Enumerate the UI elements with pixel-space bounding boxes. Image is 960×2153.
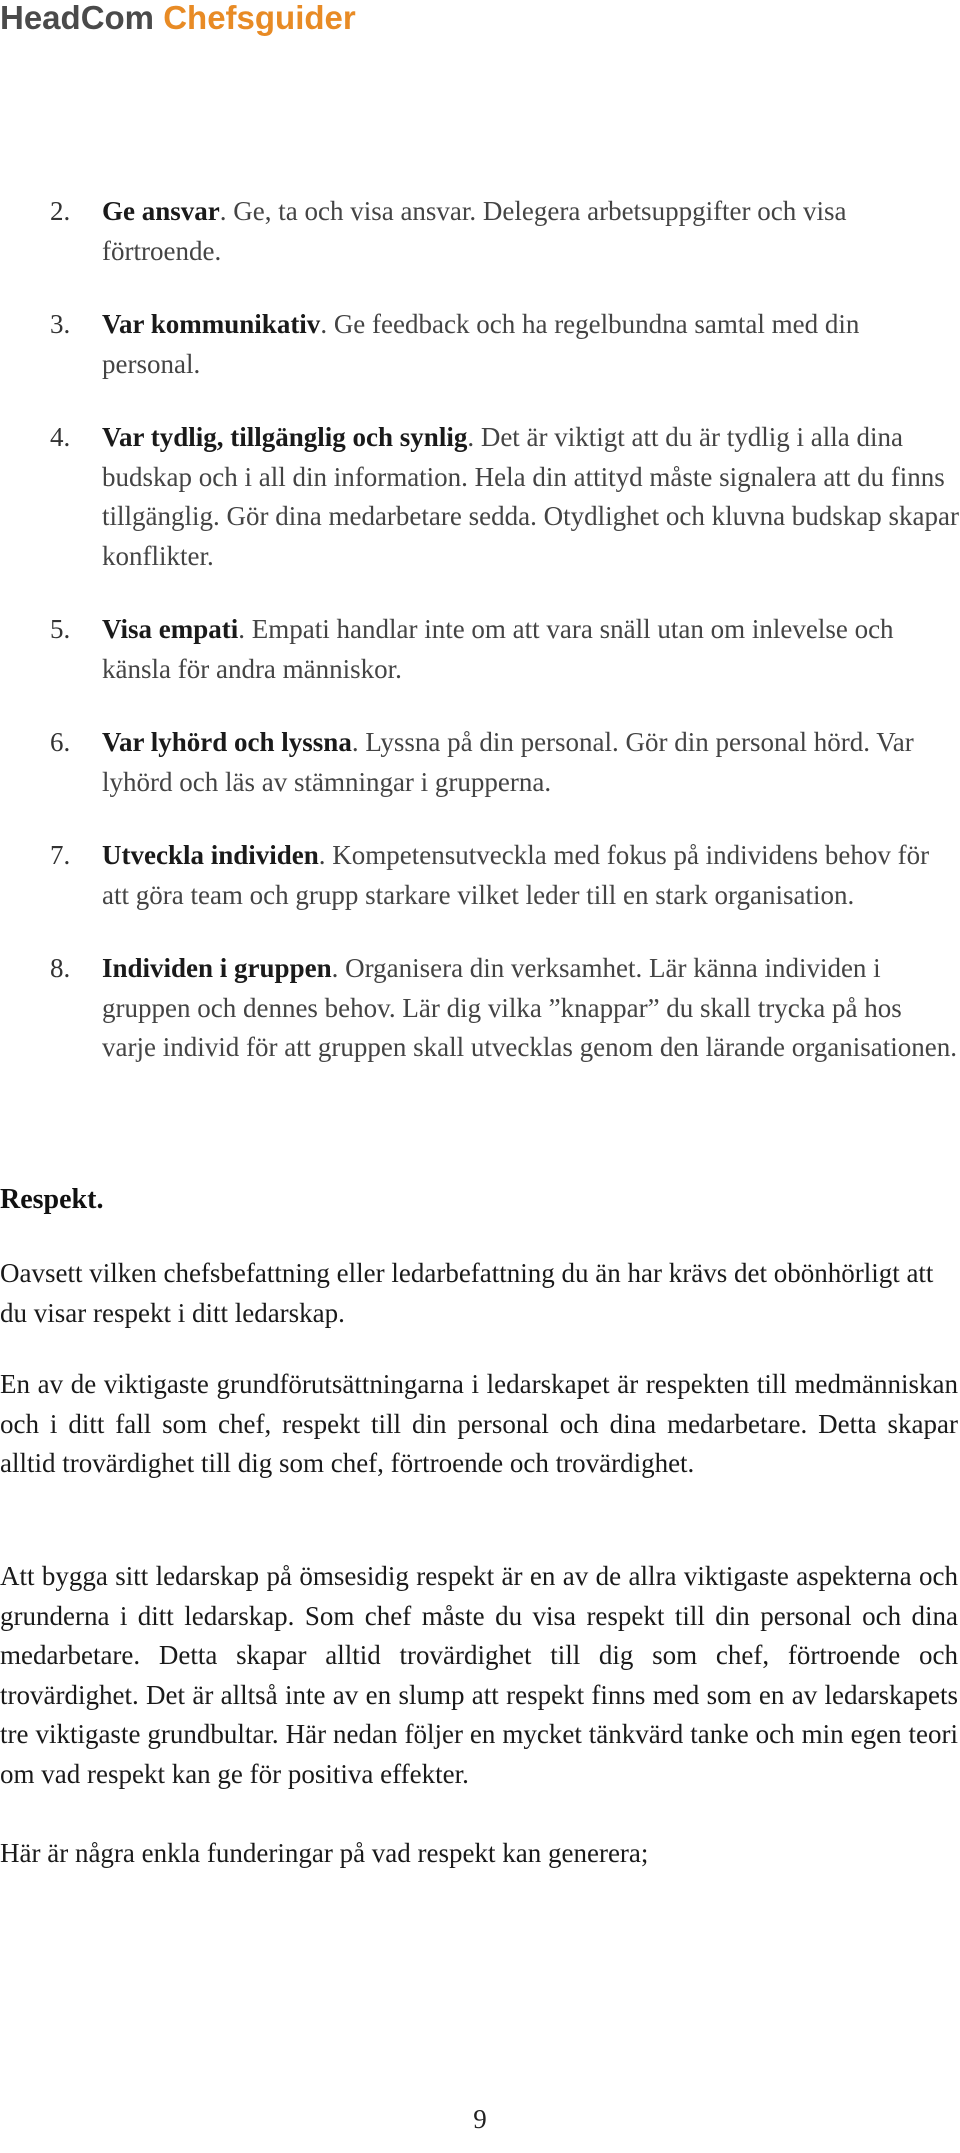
list-item-text: . Empati handlar inte om att vara snäll utan om inlevelse och känsla för andra människor. [102,614,894,684]
list-item-title: Var kommunikativ [102,309,321,339]
paragraph: Att bygga sitt ledarskap på ömsesidig respekt är en av de allra viktigaste aspekterna och grunderna i ditt ledarskap. Som chef måste du visa respekt till din personal och dina medarbetare. Detta skapar alltid trovärdighet till dig som chef, förtroende och trovärdighet. Det är alltså inte av en slump att respekt finns med som en av ledarskapets tre viktigaste grundbultar. Här nedan följer en mycket tänkvärd tanke och min egen teori om vad respekt kan ge för positiva effekter. [0,1561,958,1789]
list-item [50,836,960,915]
list-item-text: . Ge, ta och visa ansvar. Delegera arbetsuppgifter och visa förtroende. [102,196,847,266]
list-item [50,610,960,689]
list-item-title: Var lyhörd och lyssna [102,727,352,757]
section-heading: Respekt. [0,1184,104,1215]
list-item [50,949,960,1068]
list-item [50,305,960,384]
list-number: 7. [50,840,71,870]
list-item [50,192,960,271]
paragraph: En av de viktigaste grundförutsättningarna i ledarskapet är respekten till medmänniskan och i ditt fall som chef, respekt till din personal och dina medarbetare. Detta skapar alltid trovärdighet till dig som chef, förtroende och trovärdighet. [0,1369,958,1478]
list-item-text: . Ge feedback och ha regelbundna samtal med din personal. [102,309,860,379]
brand-name: HeadCom [0,0,155,36]
list-number: 2. [50,196,71,226]
list-item [50,723,960,802]
list-item-title: Utveckla individen [102,840,319,870]
list-item-title: Visa empati [102,614,239,644]
paragraph: Oavsett vilken chefsbefattning eller ledarbefattning du än har krävs det obönhörligt att du visar respekt i ditt ledarskap. [0,1258,934,1328]
brand-subtitle: Chefsguider [163,0,356,36]
list-item-title: Var tydlig, tillgänglig och synlig [102,422,468,452]
list-number: 8. [50,953,71,983]
page-number: 9 [473,2104,487,2134]
paragraph: Här är några enkla funderingar på vad respekt kan generera; [0,1838,649,1868]
list-item-text: . Kompetensutveckla med fokus på individens behov för att göra team och grupp starkare vilket leder till en stark organisation. [102,840,930,910]
list-number: 3. [50,309,71,339]
list-number: 4. [50,422,71,452]
list-item-text: . Lyssna på din personal. Gör din personal hörd. Var lyhörd och läs av stämningar i grupperna. [102,727,914,797]
list-item-title: Ge ansvar [102,196,220,226]
leadership-list [50,192,960,1102]
page-header [0,0,356,36]
list-item-title: Individen i gruppen [102,953,332,983]
list-number: 5. [50,614,71,644]
list-number: 6. [50,727,71,757]
list-item [50,418,960,576]
list-item-text: . Organisera din verksamhet. Lär känna individen i gruppen och dennes behov. Lär dig vilka ”knappar” du skall trycka på hos varje individ för att gruppen skall utvecklas genom den lärande organisationen. [102,953,957,1062]
list-item-text: . Det är viktigt att du är tydlig i alla dina budskap och i all din information. Hela din attityd måste signalera att du finns tillgänglig. Gör dina medarbetare sedda. Otydlighet och kluvna budskap skapar konflikter. [102,422,960,571]
